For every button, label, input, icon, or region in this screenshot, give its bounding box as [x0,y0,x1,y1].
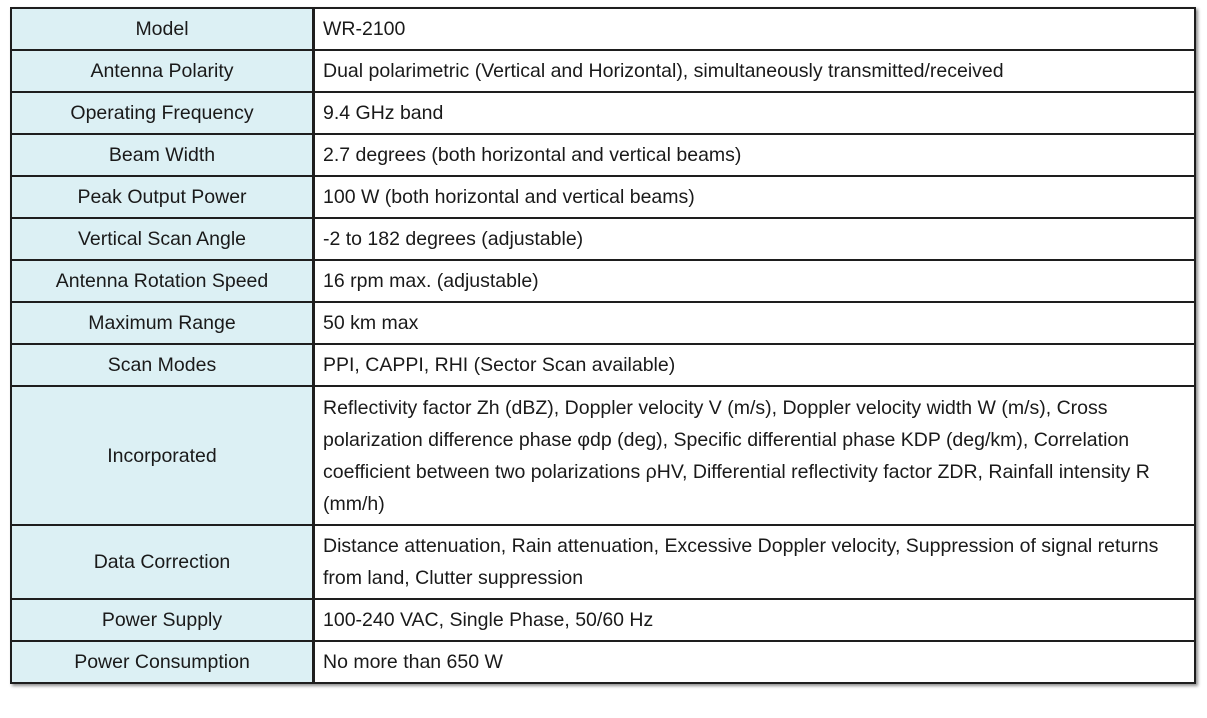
spec-row-vertical-scan-angle [11,218,1195,260]
spec-value: 100 W (both horizontal and vertical beams) [314,176,1196,218]
spec-label: Power Supply [11,599,314,641]
spec-label: Operating Frequency [11,92,314,134]
spec-value: 100-240 VAC, Single Phase, 50/60 Hz [314,599,1196,641]
spec-label: Incorporated [11,386,314,525]
spec-label: Antenna Polarity [11,50,314,92]
spec-label: Peak Output Power [11,176,314,218]
spec-row-antenna-polarity [11,50,1195,92]
spec-value: PPI, CAPPI, RHI (Sector Scan available) [314,344,1196,386]
spec-value: Distance attenuation, Rain attenuation, Excessive Doppler velocity, Suppression of signal returns from land, Clutter suppression [314,525,1196,599]
spec-row-power-supply [11,599,1195,641]
spec-row-data-correction [11,525,1195,599]
spec-label: Antenna Rotation Speed [11,260,314,302]
spec-label: Scan Modes [11,344,314,386]
spec-label: Beam Width [11,134,314,176]
spec-label: Maximum Range [11,302,314,344]
spec-row-antenna-rotation-speed [11,260,1195,302]
spec-value: Dual polarimetric (Vertical and Horizontal), simultaneously transmitted/received [314,50,1196,92]
spec-row-beam-width [11,134,1195,176]
spec-row-maximum-range [11,302,1195,344]
spec-label: Model [11,8,314,50]
specifications-table [10,7,1196,684]
spec-value: WR-2100 [314,8,1196,50]
spec-row-scan-modes [11,344,1195,386]
spec-label: Power Consumption [11,641,314,683]
spec-value: Reflectivity factor Zh (dBZ), Doppler velocity V (m/s), Doppler velocity width W (m/s), Cross polarization difference phase φdp (deg), Specific differential phase KDP (deg/km), Correlation coefficient between two polarizations ρHV, Differential reflectivity factor ZDR, Rainfall intensity R (mm/h) [314,386,1196,525]
spec-row-incorporated [11,386,1195,525]
spec-row-power-consumption [11,641,1195,683]
spec-row-model [11,8,1195,50]
spec-value: 9.4 GHz band [314,92,1196,134]
spec-value: 16 rpm max. (adjustable) [314,260,1196,302]
spec-label: Data Correction [11,525,314,599]
spec-label: Vertical Scan Angle [11,218,314,260]
spec-row-operating-frequency [11,92,1195,134]
spec-value: No more than 650 W [314,641,1196,683]
spec-value: -2 to 182 degrees (adjustable) [314,218,1196,260]
spec-value: 50 km max [314,302,1196,344]
spec-row-peak-output-power [11,176,1195,218]
spec-value: 2.7 degrees (both horizontal and vertical beams) [314,134,1196,176]
